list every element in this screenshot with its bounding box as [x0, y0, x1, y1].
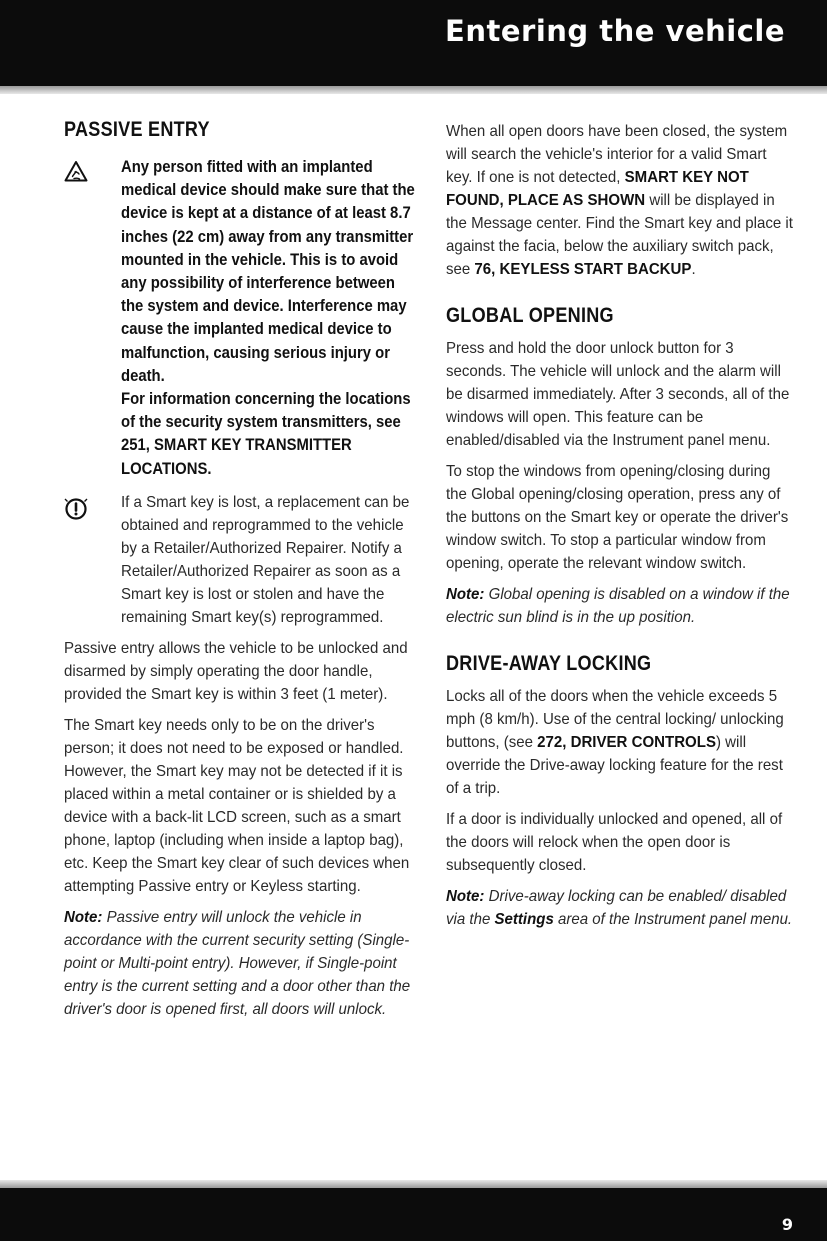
paragraph-text: ) will override the Drive-away locking feature for the rest of a trip.: [446, 734, 783, 797]
note-text: Drive-away locking can be enabled/ disabled via the: [446, 888, 787, 928]
caution-text: If a Smart key is lost, a replacement can be obtained and reprogrammed to the vehicle by a Retailer/Authorized Repairer. Notify a Retailer/Authorized Repairer as soon as a Smart key is lost or stolen and have the remaining Smart key(s) reprogrammed.: [121, 493, 410, 626]
warning-block: [64, 156, 420, 481]
keyless-start-backup-reference[interactable]: 76, KEYLESS START BACKUP: [474, 261, 692, 278]
paragraph-text: Locks all of the doors when the vehicle exceeds 5 mph (8 km/h). Use of the central locking/ unlocking buttons, (see: [446, 688, 784, 751]
passive-entry-paragraph-1: Passive entry allows the vehicle to be unlocked and disarmed by simply operating the door handle, provided the Smart key is within 3 feet (1 meter).: [64, 639, 408, 703]
page-footer-bar: [0, 1188, 827, 1241]
warning-triangle-icon: [64, 160, 88, 182]
left-column: [64, 118, 420, 1021]
caution-block: [64, 491, 420, 629]
global-opening-paragraph-1: Press and hold the door unlock button for 3 seconds. The vehicle will unlock and the alarm will be disarmed immediately. After 3 seconds, all of the windows will open. This feature can be enabled/disabled via the Instrument panel menu.: [446, 340, 790, 449]
passive-entry-note: [64, 906, 419, 1021]
section-heading-passive-entry: PASSIVE ENTRY: [64, 118, 210, 141]
drive-away-paragraph-2: If a door is individually unlocked and opened, all of the doors will relock when the open door is subsequently closed.: [446, 811, 783, 874]
caution-circle-icon: [64, 497, 88, 521]
message-center-text: SMART KEY NOT FOUND, PLACE AS SHOWN: [446, 169, 749, 209]
paragraph-text: When all open doors have been closed, the system will search the vehicle's interior for a valid Smart key. If one is not detected,: [446, 123, 788, 186]
paragraph-text: will be displayed in the Message center. Find the Smart key and place it against the facia, below the auxiliary switch pack, see: [446, 192, 793, 278]
page-number: 9: [781, 1215, 793, 1234]
drive-away-note: [446, 885, 795, 931]
warning-reference-text: For information concerning the locations of the security system transmitters, see 251, SMART KEY TRANSMITTER LOCATIONS.: [121, 390, 411, 478]
page-title: Entering the vehicle: [445, 14, 785, 48]
note-label: Note:: [64, 908, 103, 926]
section-heading-drive-away-locking: DRIVE-AWAY LOCKING: [446, 652, 652, 675]
passive-entry-paragraph-2: The Smart key needs only to be on the driver's person; it does not need to be exposed or handled. However, the Smart key may not be detected if it is placed within a metal container or is shielded by a device with a back-lit LCD screen, such as a smart phone, laptop (including when inside a laptop bag), etc. Keep the Smart key clear of such devices when attempting Passive entry or Keyless starting.: [64, 716, 410, 895]
note-text: area of the Instrument panel menu.: [553, 911, 793, 928]
note-label: Note:: [446, 586, 485, 603]
right-column: [446, 120, 796, 931]
paragraph-text: .: [691, 261, 696, 278]
warning-text: Any person fitted with an implanted medical device should make sure that the device is kept at a distance of at least 8.7 inches (22 cm) away from any transmitter mounted in the vehicle. This is to avoid any possibility of interference between the system and device. Interference may cause the implanted medical device to malfunction, causing serious injury or death.: [121, 158, 415, 385]
footer-divider: [0, 1180, 827, 1188]
header-divider: [0, 86, 827, 94]
note-text: Passive entry will unlock the vehicle in accordance with the current security setting (Single-point or Multi-point entry). However, if Single-point entry is the current setting and a door other than the driver's door is opened first, all doors will unlock.: [64, 908, 411, 1018]
note-text: Global opening is disabled on a window if the electric sun blind is in the up position.: [446, 586, 790, 626]
smart-key-search-paragraph: [446, 120, 795, 281]
drive-away-paragraph-1: [446, 685, 795, 800]
section-heading-global-opening: GLOBAL OPENING: [446, 304, 614, 327]
settings-label: Settings: [494, 911, 554, 928]
global-opening-paragraph-2: To stop the windows from opening/closing during the Global opening/closing operation, press any of the buttons on the Smart key or operate the driver's window switch. To stop a particular window from opening, operate the relevant window switch.: [446, 463, 789, 572]
global-opening-note: [446, 583, 795, 629]
note-label: Note:: [446, 888, 485, 905]
driver-controls-reference[interactable]: 272, DRIVER CONTROLS: [537, 734, 716, 751]
